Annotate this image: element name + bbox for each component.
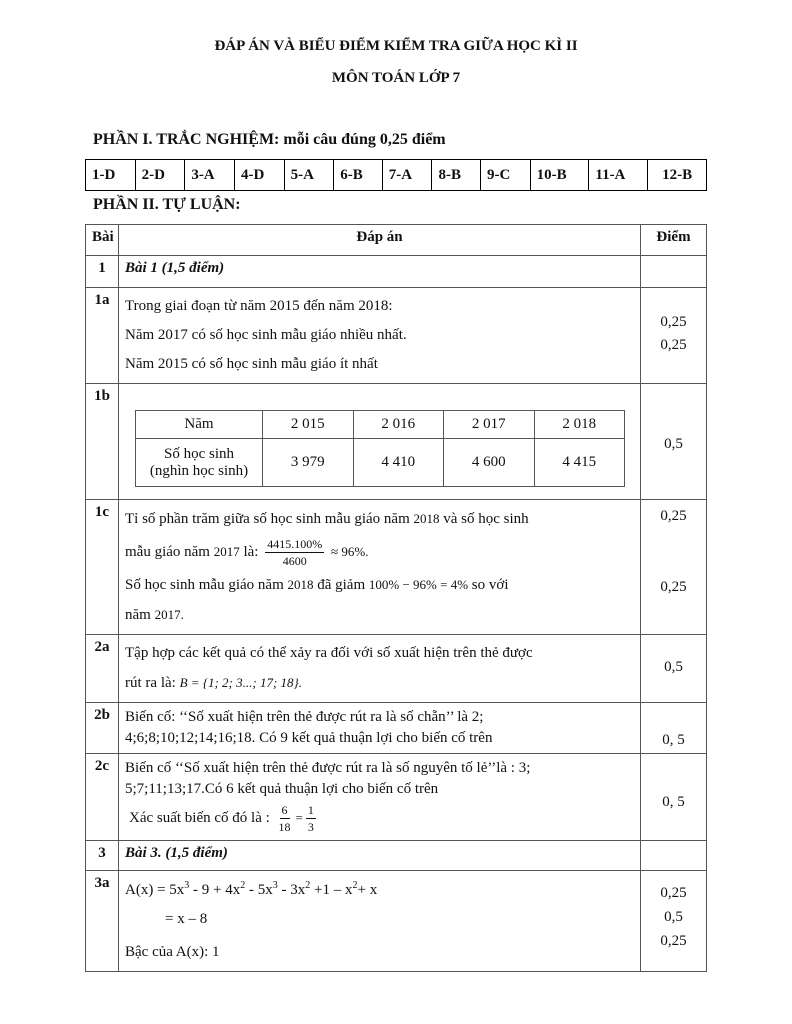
fraction-numerator: 6: [281, 803, 288, 818]
table-row: [86, 871, 707, 972]
table-cell: 3 979: [263, 439, 354, 487]
text-line: [125, 668, 634, 698]
text-line: [125, 600, 634, 630]
col-header-diem: Điểm: [641, 225, 707, 256]
exponent: 2: [352, 880, 358, 891]
text-line: Trong giai đoạn từ năm 2015 đến năm 2018:: [125, 298, 393, 314]
score-cell: [641, 288, 707, 384]
table-row: [86, 500, 707, 635]
col-header-dapan: Đáp án: [119, 225, 641, 256]
score-value: 0, 5: [662, 732, 685, 748]
text-line: Năm 2017 có số học sinh mẫu giáo nhiều nhất.: [125, 327, 407, 343]
fraction: [306, 802, 316, 835]
score-cell: [641, 754, 707, 841]
poly-term: + x: [357, 882, 378, 898]
year-value: 2018: [413, 511, 440, 526]
score-value: 0,5: [664, 436, 683, 452]
table-row: [86, 384, 707, 500]
text-line: Biến cố: ‘‘Số xuất hiện trên thẻ được rút ra là số chẵn’’ là 2;: [125, 709, 484, 725]
table-row: [86, 635, 707, 703]
score-value: 0,25: [660, 508, 687, 524]
table-cell-line: Số học sinh: [163, 445, 234, 462]
answer-content: [119, 384, 641, 500]
fraction-numerator: 4415.100%: [267, 537, 323, 552]
text-line: Tập hợp các kết quả có thể xảy ra đối với số xuất hiện trên thẻ được: [125, 645, 533, 661]
score-value: 0,5: [664, 909, 683, 925]
exponent: 3: [184, 880, 190, 891]
score-value: 0,25: [660, 337, 687, 353]
statistics-table: [135, 410, 625, 487]
answer-cell: 3-A: [185, 160, 235, 191]
text-span: là:: [243, 544, 259, 560]
text-line: [125, 534, 634, 570]
math-set: B = {1; 2; 3...; 17; 18}.: [179, 675, 302, 690]
text-line: Năm 2015 có số học sinh mẫu giáo ít nhất: [125, 356, 378, 372]
fraction: [277, 802, 293, 835]
text-line: 5;7;11;13;17.Có 6 kết quả thuận lợi cho biến cố trên: [125, 781, 439, 797]
score-cell: [641, 635, 707, 703]
answer-cell: 12-B: [648, 160, 707, 191]
answer-content: [119, 288, 641, 384]
row-label: 2b: [86, 703, 119, 754]
fraction-denominator: 18: [278, 820, 291, 835]
text-span: Tỉ số phần trăm giữa số học sinh mẫu giáo năm: [125, 511, 410, 527]
essay-answer-table: [85, 224, 707, 972]
table-cell: 2 018: [534, 411, 625, 439]
row-label: 3a: [86, 871, 119, 972]
score-value: 0,25: [660, 933, 687, 949]
text-span: so với: [471, 577, 509, 593]
text-line: Bậc của A(x): 1: [125, 944, 220, 960]
answer-content: [119, 635, 641, 703]
answer-cell: 11-A: [589, 160, 648, 191]
page-subtitle: MÔN TOÁN LỚP 7: [331, 70, 461, 86]
table-cell: 2 017: [444, 411, 535, 439]
table-cell-line: (nghìn học sinh): [149, 462, 249, 479]
answer-cell: 1-D: [86, 160, 136, 191]
row-label: 3: [86, 841, 119, 871]
poly-term: - 5x: [245, 882, 273, 898]
table-cell: 4 410: [353, 439, 444, 487]
answer-cell: 6-B: [334, 160, 383, 191]
fraction: [265, 536, 324, 569]
row-label: 1: [86, 256, 119, 288]
text-line: [125, 875, 634, 901]
answer-cell: 8-B: [432, 160, 481, 191]
answer-content: [119, 754, 641, 841]
score-value: 0,25: [660, 885, 687, 901]
answer-content: [119, 703, 641, 754]
row-label: 2a: [86, 635, 119, 703]
table-cell: 2 015: [263, 411, 354, 439]
part2-heading: PHẦN II. TỰ LUẬN:: [93, 196, 241, 213]
fraction-denominator: 3: [307, 820, 314, 835]
exponent: 2: [305, 880, 311, 891]
score-cell: [641, 841, 707, 871]
row-label: 2c: [86, 754, 119, 841]
score-value: 0, 5: [662, 794, 685, 810]
score-value: 0,25: [660, 314, 687, 330]
text-span: Số học sinh mẫu giáo năm: [125, 577, 284, 593]
table-row: [86, 256, 707, 288]
year-value: 2018: [287, 577, 314, 592]
table-cell: [136, 439, 263, 487]
page-title: ĐÁP ÁN VÀ BIỂU ĐIỂM KIỂM TRA GIỮA HỌC KÌ II: [214, 38, 578, 54]
approx-value: ≈ 96%.: [330, 544, 369, 559]
table-header-row: [86, 225, 707, 256]
fraction-denominator: 4600: [282, 554, 307, 569]
text-span: mẫu giáo năm: [125, 544, 210, 560]
table-row: [86, 288, 707, 384]
answer-cell: 10-B: [530, 160, 589, 191]
equals-sign: =: [295, 810, 303, 825]
row-label: 1c: [86, 500, 119, 635]
math-expression: 100% − 96% = 4%: [368, 577, 469, 592]
text-span: đã giảm: [317, 577, 366, 593]
answer-cell: 4-D: [234, 160, 284, 191]
table-cell: 4 415: [534, 439, 625, 487]
text-line: [125, 570, 634, 600]
text-line: = x – 8: [165, 911, 208, 927]
score-cell: [641, 384, 707, 500]
year-value: 2017: [213, 544, 240, 559]
problem-title: Bài 1 (1,5 điểm): [119, 256, 641, 288]
answer-content: [119, 500, 641, 635]
answer-cell: 7-A: [382, 160, 432, 191]
poly-term: - 9 + 4x: [189, 882, 241, 898]
table-row: [136, 439, 625, 487]
answer-content: [119, 871, 641, 972]
answer-cell: 2-D: [135, 160, 185, 191]
table-cell: 4 600: [444, 439, 535, 487]
score-cell: [641, 256, 707, 288]
row-label: 1a: [86, 288, 119, 384]
text-line: [125, 800, 634, 836]
score-value: 0,25: [660, 579, 687, 595]
poly-term: - 3x: [277, 882, 306, 898]
table-row: [86, 754, 707, 841]
text-span: rút ra là:: [125, 675, 176, 691]
score-cell: [641, 871, 707, 972]
table-cell: Năm: [136, 411, 263, 439]
text-span: năm: [125, 607, 151, 623]
problem-title: Bài 3. (1,5 điểm): [119, 841, 641, 871]
fraction-numerator: 1: [307, 803, 314, 818]
poly-term: A(x) = 5x: [125, 882, 185, 898]
text-span: và số học sinh: [443, 511, 529, 527]
text-span: Xác suất biến cố đó là :: [129, 810, 270, 826]
answer-cell: 5-A: [284, 160, 334, 191]
text-line: 4;6;8;10;12;14;16;18. Có 9 kết quả thuận lợi cho biến cố trên: [125, 730, 493, 746]
score-cell: [641, 703, 707, 754]
exponent: 2: [240, 880, 246, 891]
text-line: [125, 504, 634, 534]
part1-heading: PHẦN I. TRẮC NGHIỆM: mỗi câu đúng 0,25 điểm: [93, 131, 446, 148]
table-row: [136, 411, 625, 439]
col-header-bai: Bài: [86, 225, 119, 256]
text-line: Biến cố ‘‘Số xuất hiện trên thẻ được rút ra là số nguyên tố lẻ’’là : 3;: [125, 760, 531, 776]
score-cell: [641, 500, 707, 635]
row-label: 1b: [86, 384, 119, 500]
table-row: [86, 841, 707, 871]
year-value: 2017.: [154, 607, 184, 622]
answer-cell: 9-C: [480, 160, 530, 191]
multiple-choice-answer-table: [85, 159, 707, 191]
poly-term: +1 – x: [310, 882, 353, 898]
table-row: [86, 703, 707, 754]
table-row: [86, 160, 707, 191]
score-value: 0,5: [664, 659, 683, 675]
table-cell: 2 016: [353, 411, 444, 439]
exponent: 3: [272, 880, 278, 891]
